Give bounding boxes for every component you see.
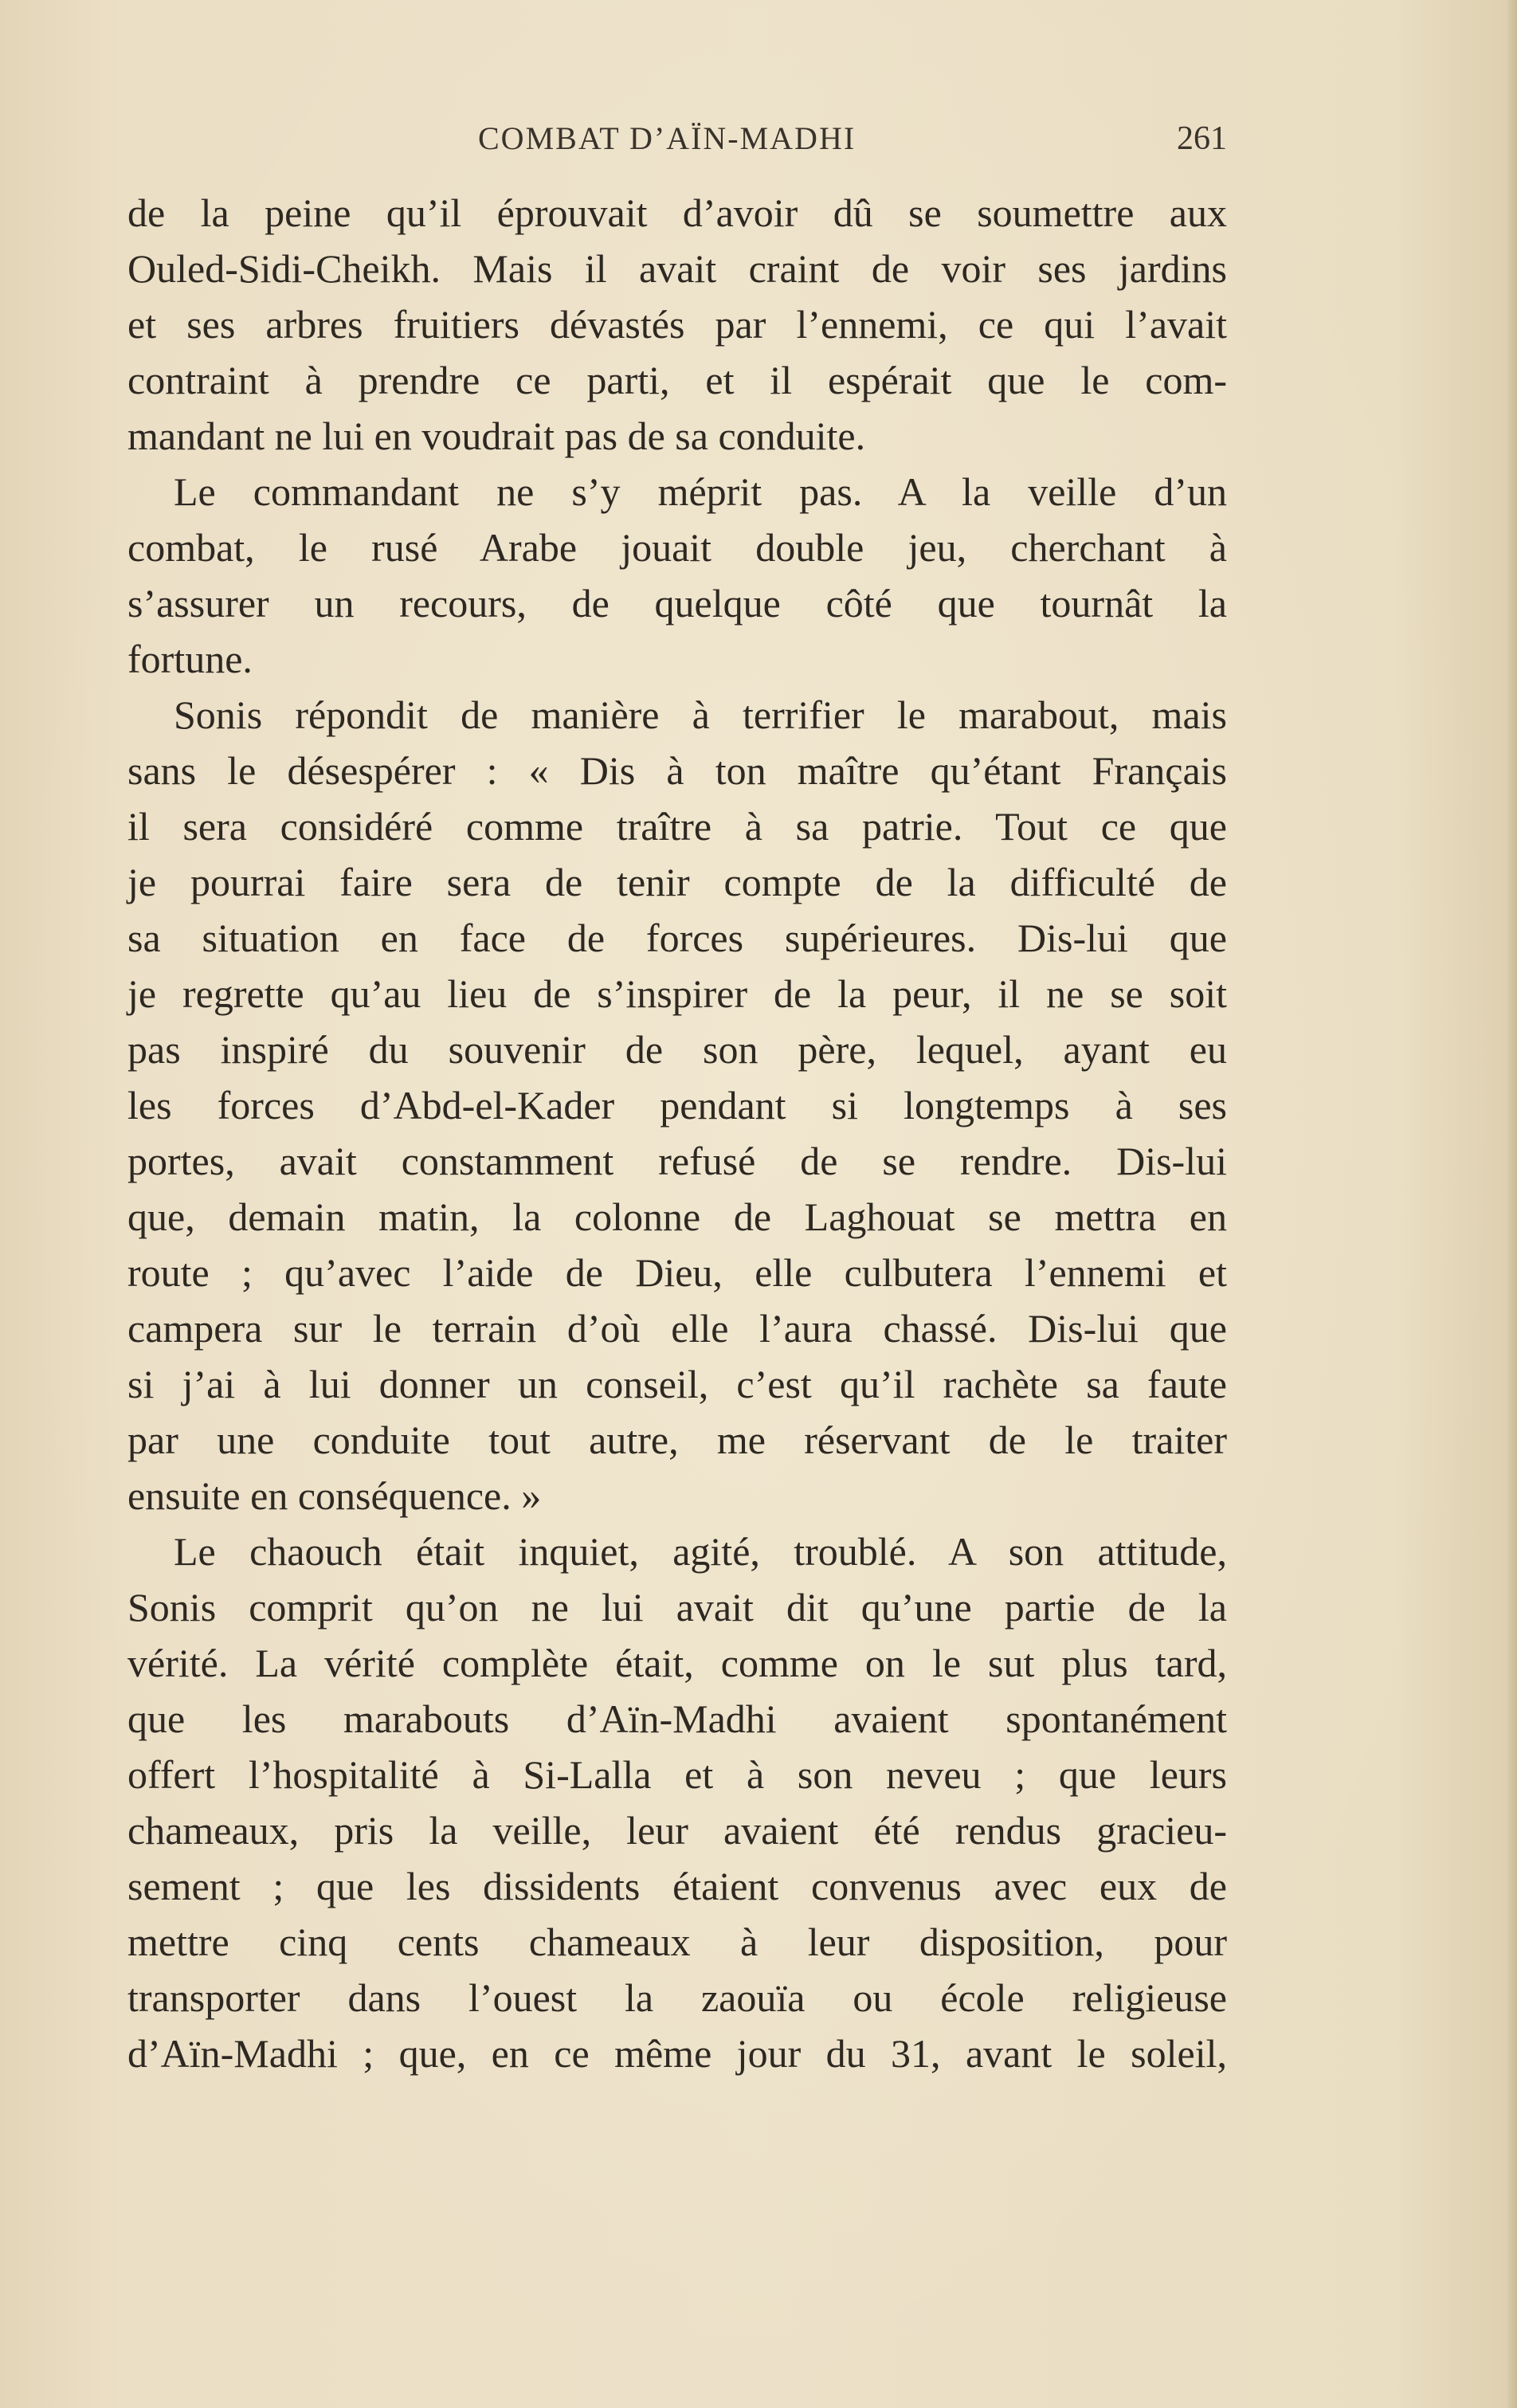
text-line: et ses arbres fruitiers dévastés par l’ennemi, ce qui l’avait: [127, 302, 1227, 347]
text-line: sans le désespérer : « Dis à ton maître qu’étant Français: [127, 748, 1227, 793]
text-line: mandant ne lui en voudrait pas de sa conduite.: [127, 414, 866, 458]
text-line: je regrette qu’au lieu de s’inspirer de la peur, il ne se soit: [127, 971, 1227, 1016]
text-line: sa situation en face de forces supérieures. Dis-lui que: [127, 916, 1227, 960]
text-line: contraint à prendre ce parti, et il espérait que le com-: [127, 358, 1227, 402]
body-text: [127, 185, 1227, 2081]
page-edge-shadow: [1506, 0, 1517, 2408]
text-line: transporter dans l’ouest la zaouïa ou école religieuse: [127, 1975, 1227, 2020]
text-line: campera sur le terrain d’où elle l’aura chassé. Dis-lui que: [127, 1306, 1227, 1351]
text-line: vérité. La vérité complète était, comme on le sut plus tard,: [127, 1641, 1227, 1685]
text-line: fortune.: [127, 637, 253, 681]
text-line: Le chaouch était inquiet, agité, troublé. A son attitude,: [174, 1529, 1227, 1574]
text-line: je pourrai faire sera de tenir compte de la difficulté de: [127, 860, 1227, 904]
running-title: COMBAT D’AÏN-MADHI: [478, 120, 856, 156]
text-line: que les marabouts d’Aïn-Madhi avaient spontanément: [127, 1696, 1227, 1741]
page-header: [127, 120, 1227, 175]
text-line: d’Aïn-Madhi ; que, en ce même jour du 31, avant le soleil,: [127, 2031, 1227, 2076]
text-line: pas inspiré du souvenir de son père, lequel, ayant eu: [127, 1027, 1227, 1072]
text-line: si j’ai à lui donner un conseil, c’est qu’il rachète sa faute: [127, 1362, 1227, 1406]
text-line: par une conduite tout autre, me réservant de le traiter: [127, 1418, 1227, 1462]
text-line: sement ; que les dissidents étaient convenus avec eux de: [127, 1864, 1227, 1908]
text-line: ensuite en conséquence. »: [127, 1473, 542, 1518]
text-line: route ; qu’avec l’aide de Dieu, elle culbutera l’ennemi et: [127, 1250, 1227, 1295]
text-line: les forces d’Abd-el-Kader pendant si longtemps à ses: [127, 1083, 1227, 1128]
text-line: Sonis répondit de manière à terrifier le marabout, mais: [174, 692, 1227, 737]
text-line: mettre cinq cents chameaux à leur disposition, pour: [127, 1920, 1227, 1964]
text-line: de la peine qu’il éprouvait d’avoir dû se soumettre aux: [127, 190, 1227, 235]
text-line: offert l’hospitalité à Si-Lalla et à son neveu ; que leurs: [127, 1752, 1227, 1797]
text-line: s’assurer un recours, de quelque côté que tournât la: [127, 581, 1227, 626]
text-line: Ouled-Sidi-Cheikh. Mais il avait craint de voir ses jardins: [127, 246, 1227, 291]
page-number: 261: [1177, 120, 1227, 157]
text-line: Sonis comprit qu’on ne lui avait dit qu’une partie de la: [127, 1585, 1227, 1630]
text-line: que, demain matin, la colonne de Laghouat se mettra en: [127, 1194, 1227, 1239]
text-line: Le commandant ne s’y méprit pas. A la veille d’un: [174, 469, 1227, 514]
text-line: combat, le rusé Arabe jouait double jeu, cherchant à: [127, 525, 1227, 570]
text-line: chameaux, pris la veille, leur avaient été rendus gracieu-: [127, 1808, 1227, 1853]
text-line: il sera considéré comme traître à sa patrie. Tout ce que: [127, 804, 1227, 849]
text-line: portes, avait constamment refusé de se rendre. Dis-lui: [127, 1139, 1227, 1183]
